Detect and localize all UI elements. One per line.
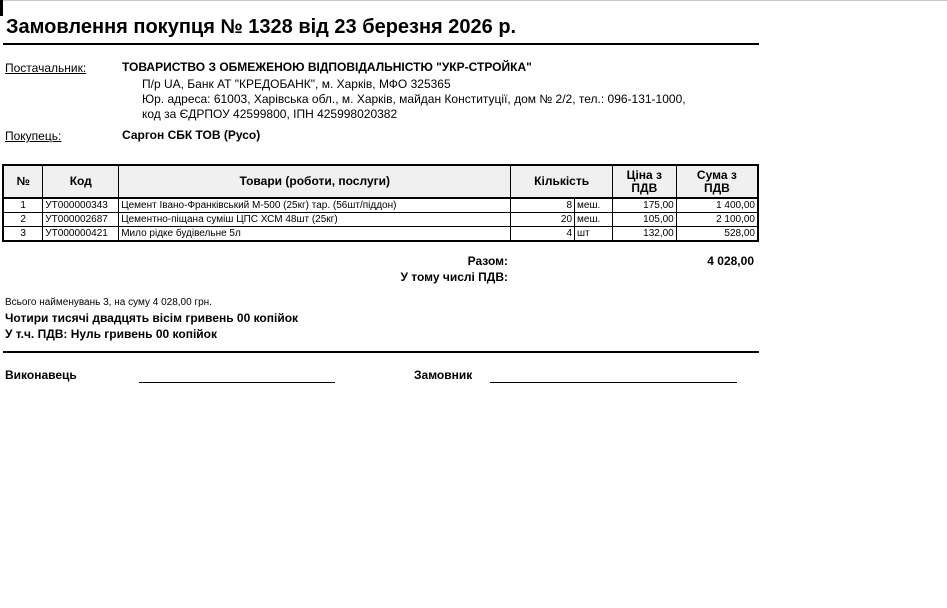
supplier-codes: код за ЄДРПОУ 42599800, ІПН 425998020382 <box>142 107 398 121</box>
header-price-line1: Ціна з <box>626 167 662 182</box>
page-top-border <box>0 0 947 1</box>
total-label: Разом: <box>467 254 508 268</box>
supplier-name: ТОВАРИСТВО З ОБМЕЖЕНОЮ ВІДПОВІДАЛЬНІСТЮ "УКР-СТРОЙКА" <box>122 60 532 74</box>
vat-label: У тому числі ПДВ: <box>400 270 508 284</box>
table-header-row <box>3 165 758 198</box>
text-cursor-mark <box>0 0 3 16</box>
items-count-line: Всього найменувань 3, на суму 4 028,00 грн. <box>5 297 212 308</box>
row-price: 105,00 <box>612 213 676 227</box>
row-goods-name: Цементно-піщана суміш ЦПС ХСМ 48шт (25кг) <box>119 213 511 227</box>
row-qty: 8 <box>511 198 575 213</box>
customer-signature-line <box>490 382 737 383</box>
row-num: 3 <box>3 227 43 242</box>
row-code: УТ000000421 <box>43 227 119 242</box>
row-sum: 2 100,00 <box>676 213 758 227</box>
buyer-label: Покупець: <box>5 129 62 143</box>
row-goods-name: Мило рідке будівельне 5л <box>119 227 511 242</box>
row-num: 1 <box>3 198 43 213</box>
title-divider <box>3 43 759 45</box>
supplier-address: Юр. адреса: 61003, Харівська обл., м. Харків, майдан Конституції, дом № 2/2, тел.: 096-131-1000, <box>142 92 686 106</box>
customer-label: Замовник <box>414 368 473 382</box>
row-sum: 1 400,00 <box>676 198 758 213</box>
supplier-bank: П/р UA, Банк АТ "КРЕДОБАНК", м. Харків, МФО 325365 <box>142 77 451 91</box>
document-title: Замовлення покупця № 1328 від 23 березня 2026 р. <box>6 16 517 38</box>
supplier-label: Постачальник: <box>5 61 87 75</box>
row-qty: 4 <box>511 227 575 242</box>
row-sum: 528,00 <box>676 227 758 242</box>
row-code: УТ000000343 <box>43 198 119 213</box>
summary-divider <box>3 351 759 353</box>
row-qty: 20 <box>511 213 575 227</box>
table-row <box>3 227 758 242</box>
table-row <box>3 213 758 227</box>
buyer-name: Саргон СБК ТОВ (Русо) <box>122 128 261 142</box>
row-unit: меш. <box>575 213 613 227</box>
row-num: 2 <box>3 213 43 227</box>
total-value: 4 028,00 <box>707 254 754 268</box>
header-sum <box>676 165 758 198</box>
header-price <box>612 165 676 198</box>
row-price: 132,00 <box>612 227 676 242</box>
performer-label: Виконавець <box>5 368 77 382</box>
header-qty: Кількість <box>511 165 613 198</box>
row-unit: шт <box>575 227 613 242</box>
vat-in-words: У т.ч. ПДВ: Нуль гривень 00 копійок <box>5 327 217 341</box>
row-price: 175,00 <box>612 198 676 213</box>
table-row <box>3 198 758 213</box>
row-code: УТ000002687 <box>43 213 119 227</box>
header-sum-line2: ПДВ <box>703 180 730 195</box>
performer-signature-line <box>139 382 335 383</box>
goods-table <box>2 164 759 242</box>
header-sum-line1: Сума з <box>696 167 737 182</box>
header-price-line2: ПДВ <box>631 180 658 195</box>
row-goods-name: Цемент Івано-Франківський М-500 (25кг) тар. (56шт/піддон) <box>119 198 511 213</box>
header-num: № <box>3 165 43 198</box>
amount-in-words: Чотири тисячі двадцять вісім гривень 00 копійок <box>5 311 299 325</box>
header-code: Код <box>43 165 119 198</box>
header-goods: Товари (роботи, послуги) <box>119 165 511 198</box>
row-unit: меш. <box>575 198 613 213</box>
